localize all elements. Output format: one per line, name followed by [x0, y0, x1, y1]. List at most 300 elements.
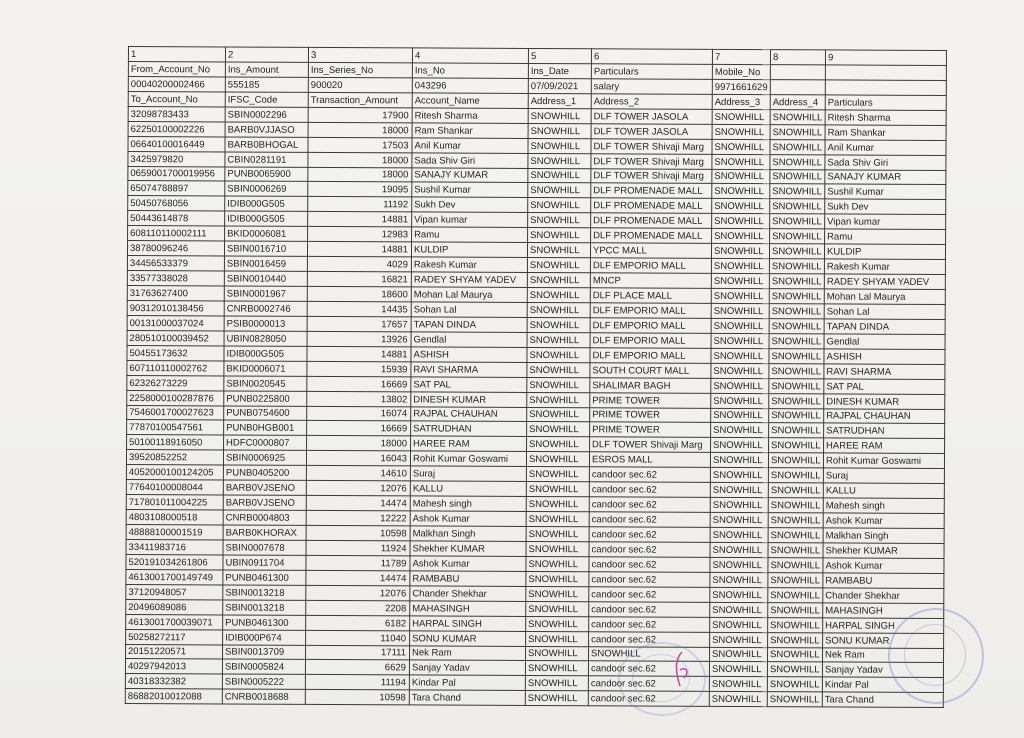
table-cell: SNOWHILL [711, 258, 769, 273]
table-cell: SNOWHILL [527, 407, 590, 422]
table-cell: SNOWHILL [526, 526, 589, 541]
header-cell: Ins_Amount [225, 62, 308, 77]
table-cell: SNOWHILL [710, 497, 768, 512]
table-cell: SNOWHILL [769, 408, 824, 423]
header-cell: 2 [225, 47, 308, 62]
table-cell: DLF PROMENADE MALL [591, 198, 712, 214]
table-cell: 14881 [308, 212, 412, 227]
table-cell: 34456533379 [127, 256, 224, 271]
table-cell: 717801011004225 [126, 495, 223, 510]
table-cell: 607110110002762 [127, 360, 224, 375]
table-cell: 31763627400 [127, 285, 224, 300]
table-cell: Vipan kumar [412, 212, 528, 228]
table-cell: SNOWHILL [528, 168, 591, 183]
table-cell: candoor sec.62 [589, 557, 710, 573]
header-cell: Particulars [825, 95, 946, 111]
header-cell: Transaction_Amount [308, 92, 412, 107]
header-cell [825, 80, 946, 96]
header-cell: Account_Name [412, 93, 528, 109]
table-cell: SNOWHILL [710, 542, 768, 557]
table-cell: SNOWHILL [712, 229, 770, 244]
header-cell: 7 [712, 49, 770, 64]
table-cell: BKID0006071 [224, 361, 307, 376]
table-cell: UBIN0911704 [223, 555, 306, 570]
table-cell: 13926 [307, 331, 411, 346]
table-cell: SNOWHILL [709, 692, 767, 707]
table-cell: candoor sec.62 [589, 527, 710, 543]
table-cell: RAMBABU [823, 573, 944, 589]
table-cell: Shekher KUMAR [410, 541, 526, 557]
table-cell: 4029 [307, 257, 411, 272]
table-cell: 7546001700027623 [127, 405, 224, 420]
header-cell [825, 65, 946, 81]
table-cell: Sanjay Yadav [822, 662, 943, 678]
table-row [125, 689, 943, 708]
table-cell: Sohan Lal [411, 302, 527, 318]
table-cell: 4613001700039071 [126, 614, 223, 629]
table-cell: 38780096246 [127, 241, 224, 256]
table-cell: BARB0KHORAX [223, 525, 306, 540]
header-cell: 5 [528, 48, 591, 63]
table-cell: SNOWHILL [709, 647, 767, 662]
table-cell: 14435 [307, 301, 411, 316]
table-cell: SBIN0013218 [223, 600, 306, 615]
table-cell: candoor sec.62 [589, 512, 710, 528]
table-cell: 20151220571 [126, 644, 223, 659]
table-cell: SNOWHILL [525, 661, 588, 676]
table-cell: 40297942013 [125, 659, 222, 674]
table-cell: 14474 [306, 570, 410, 585]
table-cell: SBIN0002296 [225, 107, 308, 122]
table-cell: candoor sec.62 [589, 482, 710, 498]
table-cell: SNOWHILL [712, 214, 770, 229]
table-cell: SNOWHILL [711, 438, 769, 453]
table-cell: SNOWHILL [769, 378, 824, 393]
table-cell: 33577338028 [127, 271, 224, 286]
table-cell: 50443614878 [128, 211, 225, 226]
table-cell: SNOWHILL [527, 258, 590, 273]
header-cell: Address_4 [770, 94, 825, 109]
table-cell: 77870100547561 [127, 420, 224, 435]
table-cell: DINESH KUMAR [411, 391, 527, 407]
table-cell: SNOWHILL [710, 557, 768, 572]
table-cell: SNOWHILL [768, 572, 823, 587]
table-cell: SNOWHILL [526, 586, 589, 601]
table-cell: SNOWHILL [770, 139, 825, 154]
table-cell: SBIN0001967 [224, 286, 307, 301]
table-cell: SNOWHILL [769, 274, 824, 289]
table-cell: SNOWHILL [769, 259, 824, 274]
table-body [125, 47, 946, 708]
table-cell: Kindar Pal [822, 677, 943, 693]
table-cell: SNOWHILL [526, 571, 589, 586]
table-cell: SNOWHILL [767, 647, 822, 662]
table-cell: SNOWHILL [527, 392, 590, 407]
table-cell: candoor sec.62 [588, 661, 709, 677]
header-cell: 9 [825, 50, 946, 66]
table-cell: Tara Chand [822, 692, 943, 708]
header-cell: 555185 [225, 77, 308, 92]
table-cell: SNOWHILL [768, 602, 823, 617]
table-cell: 14881 [307, 346, 411, 361]
table-cell: TAPAN DINDA [824, 319, 945, 335]
table-cell: Sushil Kumar [412, 182, 528, 198]
table-cell: Ramu [412, 227, 528, 243]
table-cell: SONU KUMAR [823, 632, 944, 648]
table-cell: 18000 [308, 152, 412, 167]
table-cell: Nek Ram [410, 645, 526, 661]
table-cell: Sukh Dev [825, 199, 946, 215]
table-cell: candoor sec.62 [589, 572, 710, 588]
table-cell: 00131000037024 [127, 315, 224, 330]
table-cell: DLF EMPORIO MALL [590, 258, 711, 274]
table-cell: 520191034261806 [126, 554, 223, 569]
table-cell: SBIN0013218 [223, 585, 306, 600]
table-cell: SNOWHILL [710, 617, 768, 632]
table-cell: IDIB000G505 [225, 211, 308, 226]
header-cell: Ins_Date [528, 63, 591, 78]
table-cell: Ramu [825, 229, 946, 245]
table-cell: SNOWHILL [770, 184, 825, 199]
table-cell: Ram Shankar [412, 123, 528, 139]
header-cell: Mobile_No [712, 64, 770, 79]
table-cell: SNOWHILL [528, 108, 591, 123]
header-cell: Address_1 [528, 93, 591, 108]
table-cell: SOUTH COURT MALL [590, 362, 711, 378]
table-cell: Ritesh Sharma [412, 108, 528, 124]
header-cell [770, 80, 825, 95]
table-cell: SNOWHILL [528, 228, 591, 243]
table-cell: SNOWHILL [710, 632, 768, 647]
table-cell: Anil Kumar [412, 138, 528, 154]
table-cell: SNOWHILL [712, 139, 770, 154]
table-cell: candoor sec.62 [589, 616, 710, 632]
table-cell: 280510100039452 [127, 330, 224, 345]
table-cell: 2208 [306, 600, 410, 615]
table-cell: SNOWHILL [527, 332, 590, 347]
table-cell: DLF EMPORIO MALL [590, 303, 711, 319]
table-cell: SBIN0016459 [224, 256, 307, 271]
table-cell: TAPAN DINDA [411, 317, 527, 333]
table-cell: PUNB0225800 [224, 391, 307, 406]
table-cell: 4052000100124205 [126, 465, 223, 480]
table-cell: DLF EMPORIO MALL [590, 348, 711, 364]
table-cell: 16821 [307, 271, 411, 286]
table-cell: SNOWHILL [710, 602, 768, 617]
table-cell: SBIN0020545 [224, 376, 307, 391]
table-cell: Sanjay Yadav [409, 660, 525, 676]
table-cell: 14474 [306, 496, 410, 511]
table-cell: BARB0VJJASO [225, 122, 308, 137]
table-cell: SNOWHILL [768, 632, 823, 647]
table-cell: BKID0006081 [225, 226, 308, 241]
table-cell: SNOWHILL [711, 393, 769, 408]
table-cell: SNOWHILL [712, 169, 770, 184]
table-cell: IDIB000P674 [223, 630, 306, 645]
table-cell: 37120948057 [126, 584, 223, 599]
table-cell: Gendlal [411, 332, 527, 348]
table-cell: 18600 [307, 286, 411, 301]
table-cell: 50258272117 [126, 629, 223, 644]
stamp-inner-ring [904, 624, 966, 686]
table-cell: SNOWHILL [770, 199, 825, 214]
table-cell: 40318332382 [125, 674, 222, 689]
table-cell: 11194 [305, 675, 409, 690]
table-cell: CNRB0018688 [222, 689, 305, 704]
table-cell: 11192 [308, 197, 412, 212]
table-cell: SAT PAL [824, 379, 945, 395]
table-cell: Mahesh singh [410, 496, 526, 512]
table-cell: SNOWHILL [711, 408, 769, 423]
table-cell: Nek Ram [822, 647, 943, 663]
table-cell: SATRUDHAN [824, 423, 945, 439]
table-cell: 11040 [306, 630, 410, 645]
table-cell: HARPAL SINGH [410, 616, 526, 632]
table-cell: SNOWHILL [711, 423, 769, 438]
table-cell: SNOWHILL [712, 199, 770, 214]
table-cell: IDIB000G505 [225, 196, 308, 211]
table-cell: 10598 [305, 690, 409, 705]
table-cell: 48888100001519 [126, 524, 223, 539]
table-cell: SNOWHILL [769, 423, 824, 438]
table-cell: DLF TOWER JASOLA [591, 123, 712, 139]
table-cell: candoor sec.62 [588, 676, 709, 692]
table-cell: SNOWHILL [767, 677, 822, 692]
table-cell: SBIN0005824 [222, 659, 305, 674]
table-cell: YPCC MALL [590, 243, 711, 259]
table-cell: SNOWHILL [527, 377, 590, 392]
table-cell: candoor sec.62 [589, 631, 710, 647]
table-cell: SBIN0006925 [223, 450, 306, 465]
table-cell: 13802 [307, 391, 411, 406]
table-cell: BARB0VJSENO [223, 480, 306, 495]
table-cell: SNOWHILL [526, 512, 589, 527]
header-cell: Address_3 [712, 94, 770, 109]
table-cell: 16043 [306, 451, 410, 466]
table-cell: SNOWHILL [770, 154, 825, 169]
table-cell: Mohan Lal Maurya [411, 287, 527, 303]
table-cell: HAREE RAM [824, 438, 945, 454]
table-cell: Rakesh Kumar [824, 259, 945, 275]
table-cell: SNOWHILL [768, 617, 823, 632]
table-cell: SNOWHILL [712, 109, 770, 124]
table-cell: RAMBABU [410, 571, 526, 587]
table-cell: SNOWHILL [527, 437, 590, 452]
stamp-bottom-right [888, 608, 984, 704]
table-cell: Sada Shiv Giri [412, 152, 528, 168]
table-cell: 12076 [306, 585, 410, 600]
table-cell: Chander Shekhar [823, 588, 944, 604]
table-cell: SNOWHILL [710, 587, 768, 602]
table-cell: SNOWHILL [770, 169, 825, 184]
table-cell: SNOWHILL [711, 363, 769, 378]
table-cell: Suraj [410, 466, 526, 482]
table-cell: DLF EMPORIO MALL [590, 333, 711, 349]
table-cell: SNOWHILL [711, 273, 769, 288]
table-cell: PRIME TOWER [590, 392, 711, 408]
table-cell: 3425979820 [128, 151, 225, 166]
table-cell: PRIME TOWER [590, 422, 711, 438]
table-cell: RAVI SHARMA [411, 362, 527, 378]
table-cell: 62250100002226 [128, 121, 225, 136]
table-cell: SNOWHILL [525, 676, 588, 691]
table-cell: SNOWHILL [526, 631, 589, 646]
table-cell: HARPAL SINGH [823, 618, 944, 634]
table-cell: DLF TOWER Shivaji Marg [590, 437, 711, 453]
table-cell: 15939 [307, 361, 411, 376]
table-cell: SNOWHILL [711, 348, 769, 363]
header-cell: 4 [412, 48, 528, 64]
table-cell: SNOWHILL [526, 541, 589, 556]
header-cell: From_Account_No [128, 61, 225, 76]
table-cell: 11789 [306, 555, 410, 570]
table-cell: 32098783433 [128, 106, 225, 121]
header-cell: 6 [591, 49, 712, 65]
table-cell: SNOWHILL [527, 273, 590, 288]
table-cell: 17657 [307, 316, 411, 331]
table-cell: SNOWHILL [712, 184, 770, 199]
table-cell: SNOWHILL [526, 497, 589, 512]
table-cell: SNOWHILL [710, 453, 768, 468]
transfer-table [125, 46, 947, 708]
table-cell: 18000 [308, 122, 412, 137]
table-cell: candoor sec.62 [589, 467, 710, 483]
table-cell: PUNB0065900 [225, 166, 308, 181]
table-cell: 19095 [308, 182, 412, 197]
table-cell: SNOWHILL [768, 513, 823, 528]
table-cell: SNOWHILL [768, 453, 823, 468]
table-cell: SNOWHILL [710, 512, 768, 527]
table-cell: Sada Shiv Giri [825, 154, 946, 170]
table-cell: Sohan Lal [824, 304, 945, 320]
table-cell: DINESH KUMAR [824, 393, 945, 409]
table-cell: Chander Shekhar [410, 586, 526, 602]
table-cell: SNOWHILL [525, 691, 588, 706]
table-cell: SNOWHILL [710, 527, 768, 542]
table-cell: SBIN0016710 [224, 241, 307, 256]
table-cell: PUNB0461300 [223, 615, 306, 630]
table-cell: SNOWHILL [526, 467, 589, 482]
header-cell: 00040200002466 [128, 76, 225, 91]
table-cell: 4613001700149749 [126, 569, 223, 584]
table-cell: HDFC0000807 [224, 435, 307, 450]
table-cell: Malkhan Singh [823, 528, 944, 544]
table-cell: SNOWHILL [767, 662, 822, 677]
table-cell: RAVI SHARMA [824, 364, 945, 380]
header-cell: 1 [128, 47, 225, 62]
table-cell: 50450768056 [128, 196, 225, 211]
table-cell: SBIN0007678 [223, 540, 306, 555]
table-cell: Ashok Kumar [410, 511, 526, 527]
table-cell: 16669 [307, 376, 411, 391]
table-cell: DLF PROMENADE MALL [591, 228, 712, 244]
table-cell: SATRUDHAN [411, 421, 527, 437]
table-cell: candoor sec.62 [589, 497, 710, 513]
table-cell: SNOWHILL [768, 468, 823, 483]
table-cell: 12983 [308, 227, 412, 242]
table-cell: 62326273229 [127, 375, 224, 390]
table-cell: SNOWHILL [528, 138, 591, 153]
table-cell: candoor sec.62 [588, 691, 709, 707]
table-cell: SNOWHILL [527, 422, 590, 437]
table-cell: HAREE RAM [411, 436, 527, 452]
table-cell: 0659001700019956 [128, 166, 225, 181]
header-cell: 3 [308, 47, 412, 62]
table-cell: MAHASINGH [823, 603, 944, 619]
table-cell: SNOWHILL [711, 333, 769, 348]
table-cell: KULDIP [824, 244, 945, 260]
table-cell: 50100118916050 [127, 435, 224, 450]
table-cell: KALLU [410, 481, 526, 497]
table-cell: 39520852252 [126, 450, 223, 465]
table-cell: SNOWHILL [711, 244, 769, 259]
table-cell: PUNB0405200 [223, 465, 306, 480]
table-cell: CNRB0002746 [224, 301, 307, 316]
table-cell: Rakesh Kumar [411, 257, 527, 273]
signature-mark [668, 650, 698, 690]
table-cell: DLF PLACE MALL [590, 288, 711, 304]
table-cell: SNOWHILL [769, 289, 824, 304]
table-cell: Gendlal [824, 334, 945, 350]
table-cell: SNOWHILL [769, 319, 824, 334]
table-cell: 20496089086 [126, 599, 223, 614]
table-cell: SHALIMAR BAGH [590, 377, 711, 393]
table-cell: 16074 [307, 406, 411, 421]
table-cell: MNCP [590, 273, 711, 289]
table-cell: SNOWHILL [588, 646, 709, 662]
table-cell: RADEY SHYAM YADEV [411, 272, 527, 288]
table-cell: 65074788897 [128, 181, 225, 196]
table-cell: candoor sec.62 [589, 587, 710, 603]
table-cell: 33411983716 [126, 539, 223, 554]
header-cell: 8 [770, 50, 825, 65]
table-cell: BARB0VJSENO [223, 495, 306, 510]
header-cell: Address_2 [591, 94, 712, 110]
table-cell: PRIME TOWER [590, 407, 711, 423]
table-cell: SNOWHILL [709, 662, 767, 677]
table-cell: DLF TOWER Shivaji Marg [591, 168, 712, 184]
table-cell: candoor sec.62 [589, 542, 710, 558]
table-cell: SBIN0010440 [224, 271, 307, 286]
table-cell: SNOWHILL [770, 229, 825, 244]
table-cell: Ashok Kumar [823, 558, 944, 574]
table-cell: PUNB0754600 [224, 405, 307, 420]
header-cell: 900020 [308, 77, 412, 92]
table-cell: SNOWHILL [526, 452, 589, 467]
table-cell: 17111 [306, 645, 410, 660]
table-cell: Sukh Dev [412, 197, 528, 213]
table-cell: MAHASINGH [410, 601, 526, 617]
table-cell: DLF PROMENADE MALL [591, 213, 712, 229]
data-sheet [125, 46, 946, 708]
table-cell: 17503 [308, 137, 412, 152]
table-cell: SNOWHILL [711, 303, 769, 318]
table-cell: 18000 [308, 167, 412, 182]
table-cell: 12222 [306, 510, 410, 525]
table-cell: Malkhan Singh [410, 526, 526, 542]
table-cell: DLF PROMENADE MALL [591, 183, 712, 199]
table-cell: Sushil Kumar [825, 184, 946, 200]
table-cell: SNOWHILL [710, 483, 768, 498]
table-cell: SNOWHILL [527, 362, 590, 377]
table-cell: SNOWHILL [711, 288, 769, 303]
header-cell: 07/09/2021 [528, 78, 591, 93]
table-cell: SNOWHILL [710, 572, 768, 587]
table-cell: SNOWHILL [528, 198, 591, 213]
table-cell: SAT PAL [411, 377, 527, 393]
table-cell: Ashok Kumar [823, 513, 944, 529]
header-cell: 043296 [412, 78, 528, 94]
